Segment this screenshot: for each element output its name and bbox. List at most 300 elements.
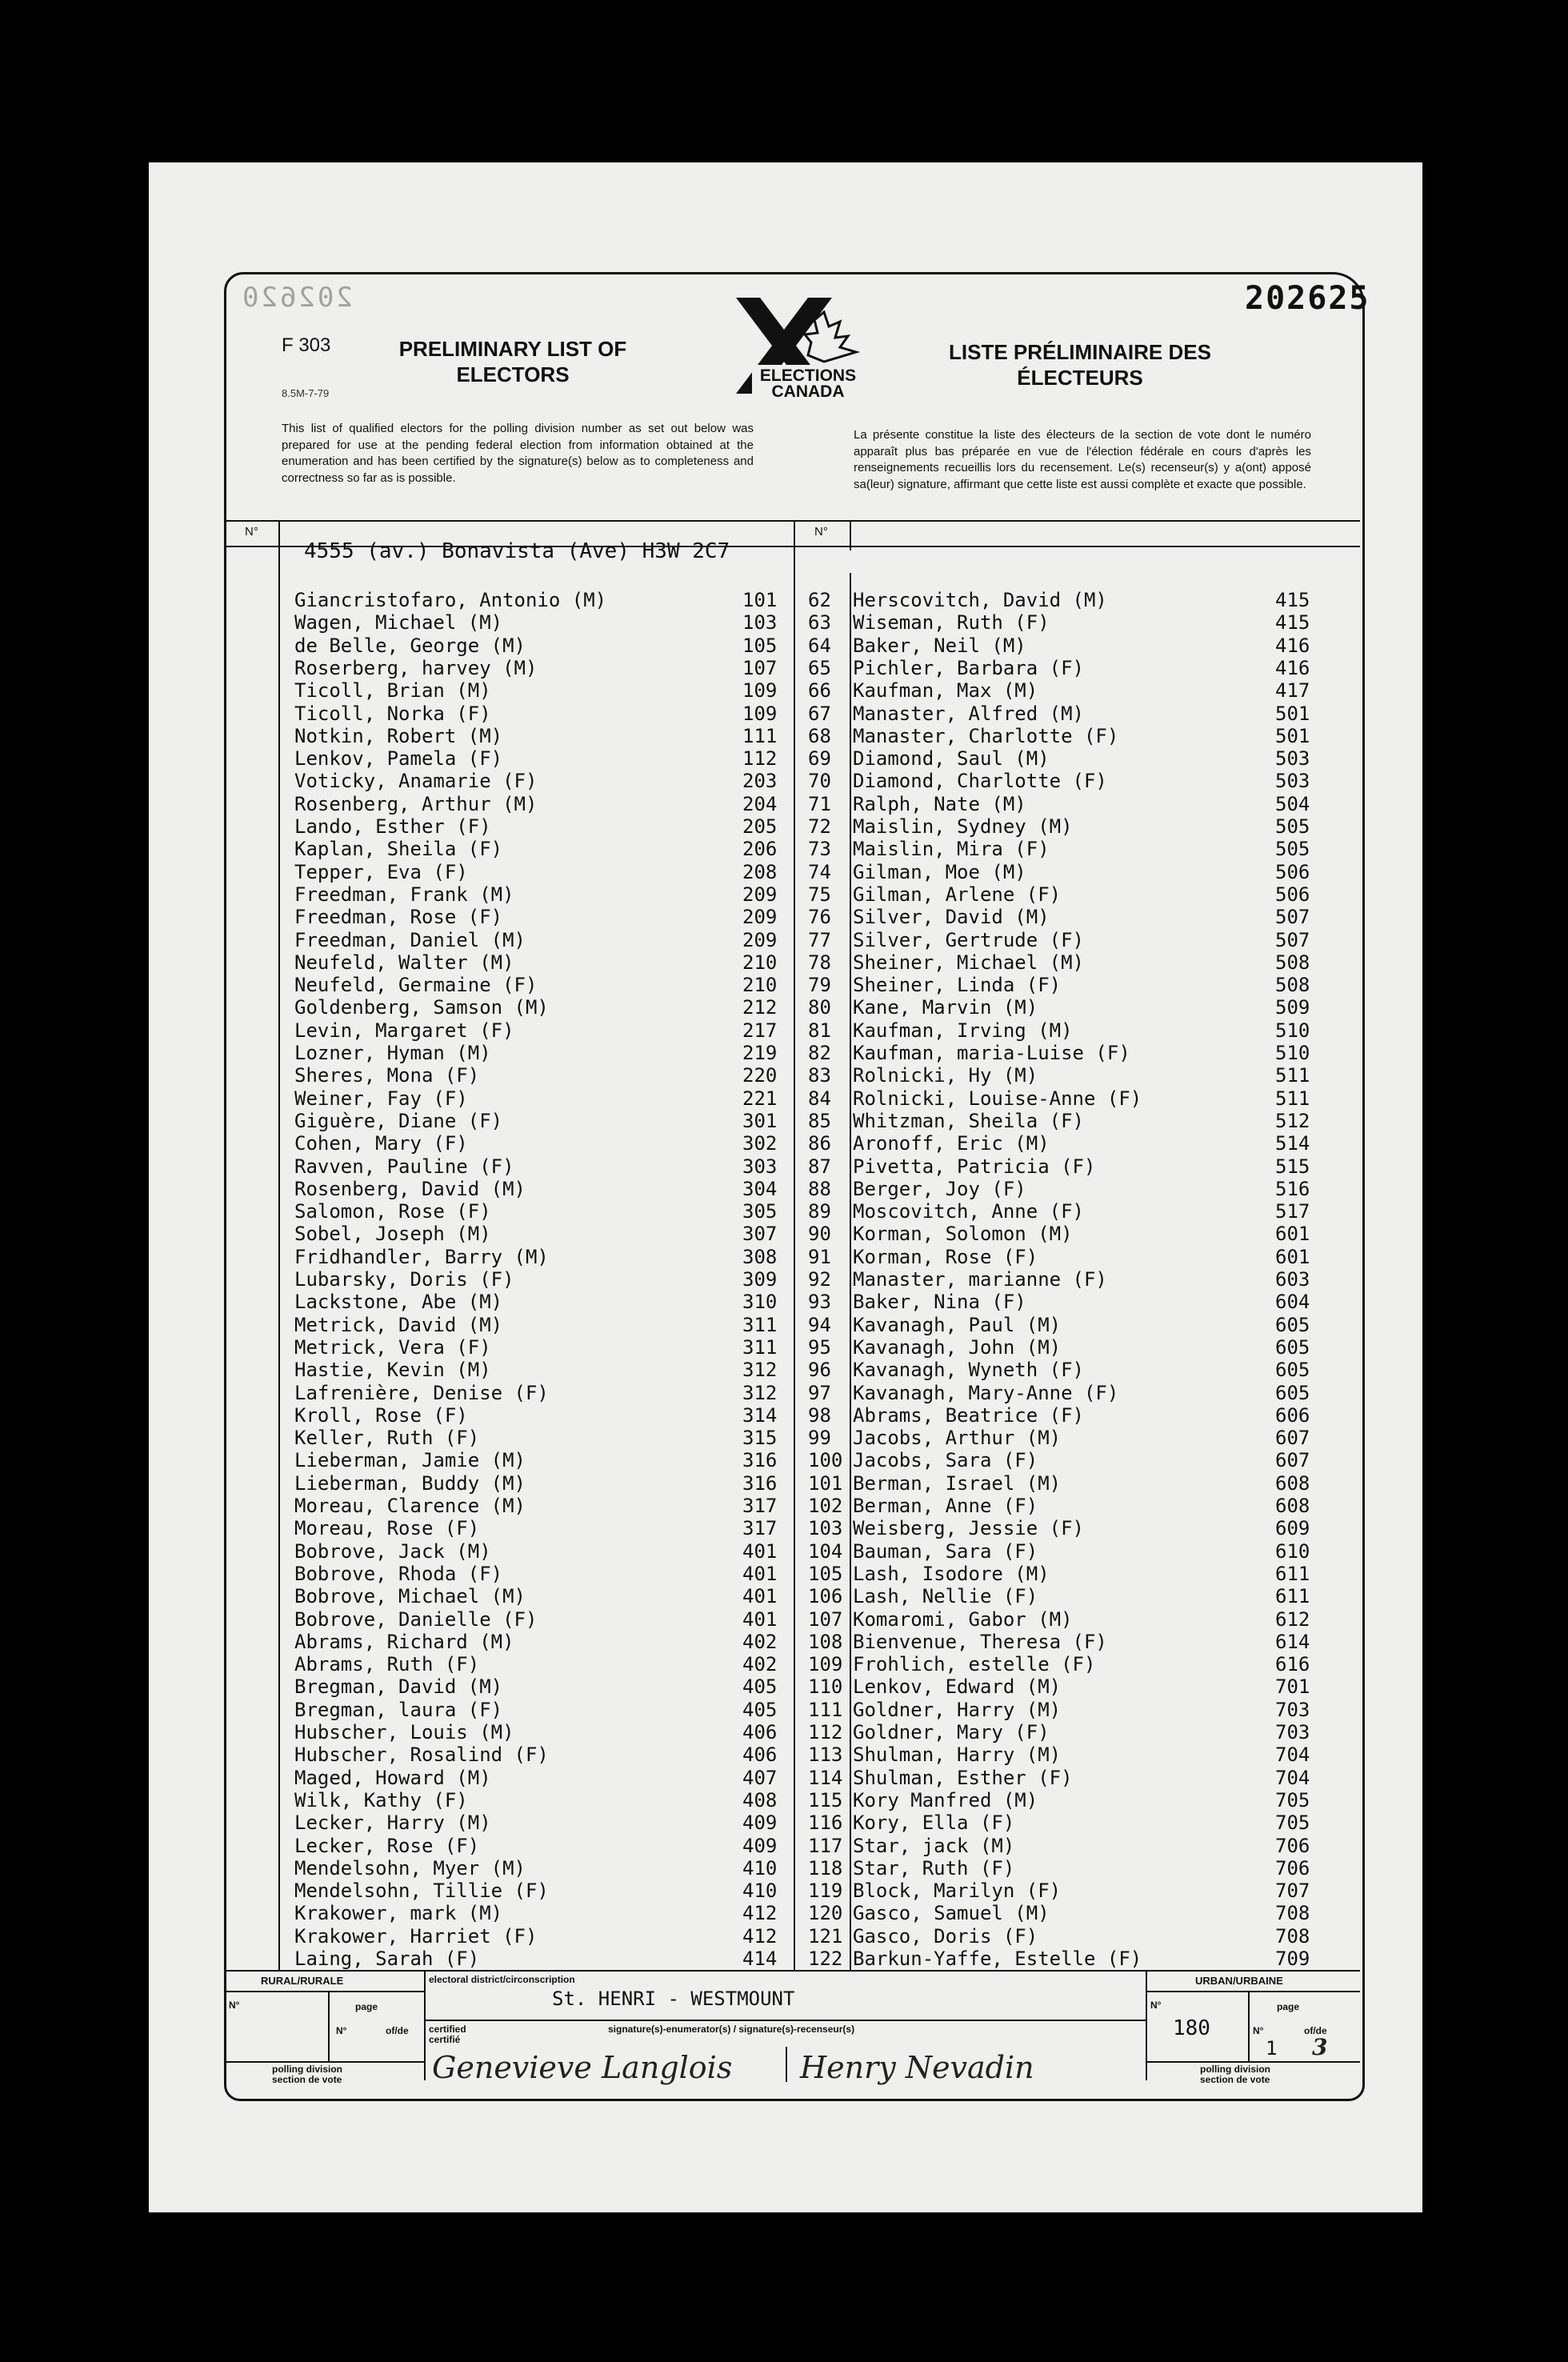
elector-apartment: 205	[742, 815, 778, 838]
elector-number: 110	[808, 1675, 843, 1699]
title-english: PRELIMINARY LIST OF ELECTORS	[398, 337, 627, 386]
elector-name: Whitzman, Sheila (F)	[853, 1109, 1084, 1132]
elector-number: 114	[808, 1766, 843, 1789]
elector-number: 84	[808, 1087, 831, 1110]
elector-name: Berman, Israel (M)	[853, 1471, 1062, 1495]
elector-name: Lash, Isodore (M)	[853, 1562, 1050, 1585]
page-number: 1	[1266, 2037, 1278, 2060]
elector-name: Silver, David (M)	[853, 906, 1050, 929]
elector-number: 103	[808, 1517, 843, 1540]
elector-apartment: 705	[1275, 1788, 1310, 1812]
elector-apartment: 703	[1275, 1698, 1310, 1721]
elector-apartment: 705	[1275, 1812, 1310, 1835]
footer-rural-bottom-line	[224, 2061, 424, 2063]
elector-name: Manaster, Charlotte (F)	[853, 724, 1119, 747]
elector-name: Hubscher, Louis (M)	[294, 1721, 514, 1743]
elector-name: Maislin, Mira (F)	[853, 838, 1050, 861]
elector-apartment: 210	[742, 974, 778, 997]
elector-number: 86	[808, 1132, 831, 1155]
elector-apartment: 706	[1275, 1834, 1310, 1857]
enumerator-signature-1: Genevieve Langlois	[432, 2050, 733, 2085]
footer-divider-urban	[1146, 1970, 1147, 2080]
elector-apartment: 304	[742, 1177, 778, 1200]
elector-name: Korman, Solomon (M)	[853, 1223, 1073, 1246]
elector-apartment: 506	[1275, 883, 1310, 906]
elector-name: Lenkov, Pamela (F)	[294, 747, 503, 771]
elector-name: Gasco, Doris (F)	[853, 1924, 1038, 1948]
elector-apartment: 410	[742, 1880, 778, 1903]
elector-apartment: 504	[1275, 792, 1310, 815]
elector-apartment: 305	[742, 1200, 778, 1223]
elections-canada-logo	[728, 290, 872, 402]
elector-name: Krakower, Harriet (F)	[294, 1924, 538, 1948]
elector-apartment: 709	[1275, 1948, 1310, 1970]
elector-name: Moreau, Clarence (M)	[294, 1495, 526, 1517]
elector-name: Abrams, Beatrice (F)	[853, 1403, 1084, 1427]
rural-label: RURAL/RURALE	[261, 1975, 344, 1987]
elector-name: Pivetta, Patricia (F)	[853, 1155, 1096, 1178]
elector-number: 116	[808, 1812, 843, 1835]
elector-name: Krakower, mark (M)	[294, 1902, 503, 1925]
elector-apartment: 503	[1275, 770, 1310, 793]
elector-apartment: 314	[742, 1403, 778, 1427]
elector-apartment: 109	[742, 702, 778, 725]
elector-number: 68	[808, 724, 831, 747]
elector-number: 118	[808, 1856, 843, 1880]
elector-apartment: 210	[742, 951, 778, 974]
elector-apartment: 605	[1275, 1313, 1310, 1336]
elector-number: 91	[808, 1245, 831, 1268]
elector-name: Lenkov, Edward (M)	[853, 1675, 1062, 1699]
elector-name: Ralph, Nate (M)	[853, 792, 1026, 815]
urban-polling-label-2: section de vote	[1200, 2074, 1270, 2085]
elector-apartment: 611	[1275, 1562, 1310, 1585]
elector-apartment: 315	[742, 1427, 778, 1450]
elector-apartment: 603	[1275, 1268, 1310, 1291]
elector-number: 69	[808, 747, 831, 771]
elector-name: Mendelsohn, Tillie (F)	[294, 1880, 549, 1903]
elector-number: 63	[808, 611, 831, 635]
elector-number: 90	[808, 1223, 831, 1246]
elector-apartment: 409	[742, 1834, 778, 1857]
elector-apartment: 708	[1275, 1902, 1310, 1925]
elector-apartment: 303	[742, 1155, 778, 1178]
elector-apartment: 409	[742, 1812, 778, 1835]
elector-name: Shulman, Esther (F)	[853, 1766, 1073, 1789]
elector-name: Maislin, Sydney (M)	[853, 815, 1073, 838]
elector-number: 119	[808, 1880, 843, 1903]
elector-apartment: 505	[1275, 838, 1310, 861]
elector-name: Goldner, Harry (M)	[853, 1698, 1062, 1721]
elector-number: 88	[808, 1177, 831, 1200]
elector-apartment: 101	[742, 589, 778, 611]
polling-division-number: 180	[1173, 2016, 1210, 2040]
elector-apartment: 406	[742, 1743, 778, 1767]
elector-apartment: 607	[1275, 1427, 1310, 1450]
elector-apartment: 217	[742, 1019, 778, 1042]
elector-name: Laing, Sarah (F)	[294, 1948, 480, 1970]
elector-apartment: 208	[742, 860, 778, 883]
elector-name: Wagen, Michael (M)	[294, 611, 503, 635]
footer-urban-bottom-line	[1146, 2061, 1360, 2063]
page-total: 3	[1312, 2034, 1328, 2060]
elector-name: de Belle, George (M)	[294, 634, 526, 657]
elector-name: Gilman, Moe (M)	[853, 860, 1026, 883]
elector-number: 115	[808, 1788, 843, 1812]
elector-apartment: 206	[742, 838, 778, 861]
elector-apartment: 508	[1275, 951, 1310, 974]
elector-apartment: 412	[742, 1924, 778, 1948]
urban-page-no-label: N°	[1253, 2025, 1264, 2036]
elector-number: 89	[808, 1200, 831, 1223]
elector-name: Korman, Rose (F)	[853, 1245, 1038, 1268]
elector-name: Goldenberg, Samson (M)	[294, 996, 549, 1019]
rural-no-label: N°	[229, 2000, 240, 2011]
elector-apartment: 410	[742, 1856, 778, 1880]
elector-number: 74	[808, 860, 831, 883]
elector-apartment: 406	[742, 1721, 778, 1743]
elector-name: Lafrenière, Denise (F)	[294, 1381, 549, 1404]
elector-apartment: 704	[1275, 1743, 1310, 1767]
elector-number: 83	[808, 1064, 831, 1087]
elector-number: 95	[808, 1335, 831, 1359]
elector-name: Manaster, Alfred (M)	[853, 702, 1084, 725]
elector-apartment: 706	[1275, 1856, 1310, 1880]
elector-apartment: 209	[742, 906, 778, 929]
intro-french: La présente constitue la liste des électeurs de la section de vote dont le numéro apparaît plus bas préparée en vue de l'élection fédérale en cours d'après les renseignements recueillis lors du recensement. Le(s) recenseur(s) y a(ont) apposé sa(leur) signature, affirmant que cette liste est aussi complète et exacte que possible.	[854, 428, 1311, 491]
elector-number: 104	[808, 1539, 843, 1563]
elector-name: Bienvenue, Theresa (F)	[853, 1630, 1107, 1653]
elector-name: Metrick, David (M)	[294, 1313, 503, 1336]
certified-label-fr: certifié	[429, 2034, 461, 2045]
elector-name: Sheres, Mona (F)	[294, 1064, 480, 1087]
elector-apartment: 605	[1275, 1381, 1310, 1404]
elector-name: Gasco, Samuel (M)	[853, 1902, 1050, 1925]
elector-apartment: 401	[742, 1585, 778, 1608]
elector-apartment: 707	[1275, 1880, 1310, 1903]
enumerator-signature-2: Henry Nevadin	[800, 2050, 1034, 2085]
elector-name: Abrams, Richard (M)	[294, 1630, 514, 1653]
elector-apartment: 415	[1275, 611, 1310, 635]
elector-name: Rosenberg, Arthur (M)	[294, 792, 538, 815]
elector-apartment: 516	[1275, 1177, 1310, 1200]
elector-name: Pichler, Barbara (F)	[853, 656, 1084, 679]
elector-name: Diamond, Charlotte (F)	[853, 770, 1107, 793]
elector-name: Roserberg, harvey (M)	[294, 656, 538, 679]
elector-number: 92	[808, 1268, 831, 1291]
elector-name: Giguère, Diane (F)	[294, 1109, 503, 1132]
elector-apartment: 307	[742, 1223, 778, 1246]
elector-apartment: 416	[1275, 634, 1310, 657]
elector-name: Ravven, Pauline (F)	[294, 1155, 514, 1178]
elector-name: Rolnicki, Hy (M)	[853, 1064, 1038, 1087]
elector-name: Voticky, Anamarie (F)	[294, 770, 538, 793]
column-header-no-right: N°	[814, 525, 828, 538]
elector-number: 99	[808, 1427, 831, 1450]
elector-name: Kane, Marvin (M)	[853, 996, 1038, 1019]
elector-apartment: 402	[742, 1653, 778, 1676]
elector-number: 102	[808, 1495, 843, 1517]
elector-apartment: 703	[1275, 1721, 1310, 1743]
elector-name: Notkin, Robert (M)	[294, 724, 503, 747]
elector-number: 120	[808, 1902, 843, 1925]
elector-number: 79	[808, 974, 831, 997]
elector-apartment: 507	[1275, 906, 1310, 929]
elector-name: Berman, Anne (F)	[853, 1495, 1038, 1517]
elector-apartment: 405	[742, 1675, 778, 1699]
elector-name: Sobel, Joseph (M)	[294, 1223, 491, 1246]
elector-name: Frohlich, estelle (F)	[853, 1653, 1096, 1676]
elector-name: Kory Manfred (M)	[853, 1788, 1038, 1812]
elector-name: Aronoff, Eric (M)	[853, 1132, 1050, 1155]
elector-apartment: 312	[742, 1359, 778, 1382]
elector-apartment: 401	[742, 1539, 778, 1563]
elector-name: Keller, Ruth (F)	[294, 1427, 480, 1450]
elector-number: 71	[808, 792, 831, 815]
elector-name: Giancristofaro, Antonio (M)	[294, 589, 607, 611]
elector-number: 66	[808, 679, 831, 703]
form-print-code: 8.5M-7-79	[282, 387, 330, 399]
elector-name: Diamond, Saul (M)	[853, 747, 1050, 771]
elector-apartment: 310	[742, 1291, 778, 1314]
elector-name: Kroll, Rose (F)	[294, 1403, 468, 1427]
elector-name: Kavanagh, Paul (M)	[853, 1313, 1062, 1336]
elector-name: Freedman, Rose (F)	[294, 906, 503, 929]
elector-name: Kavanagh, Wyneth (F)	[853, 1359, 1084, 1382]
elector-name: Tepper, Eva (F)	[294, 860, 468, 883]
elector-name: Goldner, Mary (F)	[853, 1721, 1050, 1743]
elector-apartment: 111	[742, 724, 778, 747]
elector-apartment: 511	[1275, 1087, 1310, 1110]
elector-number: 64	[808, 634, 831, 657]
elector-apartment: 610	[1275, 1539, 1310, 1563]
elector-name: Kory, Ella (F)	[853, 1812, 1015, 1835]
elector-apartment: 415	[1275, 589, 1310, 611]
elector-number: 81	[808, 1019, 831, 1042]
rural-page-no-label: N°	[336, 2025, 347, 2036]
footer-urban-label-line	[1146, 1991, 1360, 1992]
elector-name: Salomon, Rose (F)	[294, 1200, 491, 1223]
elector-apartment: 508	[1275, 974, 1310, 997]
elector-number: 85	[808, 1109, 831, 1132]
elector-apartment: 112	[742, 747, 778, 771]
elector-number: 112	[808, 1721, 843, 1743]
elector-number: 94	[808, 1313, 831, 1336]
elector-apartment: 614	[1275, 1630, 1310, 1653]
elector-apartment: 402	[742, 1630, 778, 1653]
elector-name: Weiner, Fay (F)	[294, 1087, 468, 1110]
elector-apartment: 512	[1275, 1109, 1310, 1132]
elector-apartment: 608	[1275, 1471, 1310, 1495]
elector-name: Jacobs, Arthur (M)	[853, 1427, 1062, 1450]
rural-page-label: page	[355, 2001, 378, 2012]
elector-apartment: 514	[1275, 1132, 1310, 1155]
elector-name: Lash, Nellie (F)	[853, 1585, 1038, 1608]
divider-right-number-column	[850, 520, 851, 550]
elector-name: Gilman, Arlene (F)	[853, 883, 1062, 906]
divider-left-number-column	[278, 520, 280, 1970]
elector-apartment: 405	[742, 1698, 778, 1721]
elector-apartment: 312	[742, 1381, 778, 1404]
elector-number: 80	[808, 996, 831, 1019]
elector-name: Fridhandler, Barry (M)	[294, 1245, 549, 1268]
elector-number: 96	[808, 1359, 831, 1382]
elector-number: 106	[808, 1585, 843, 1608]
elector-name: Lecker, Harry (M)	[294, 1812, 491, 1835]
elector-apartment: 301	[742, 1109, 778, 1132]
urban-page-of-label: of/de	[1304, 2025, 1327, 2036]
elector-apartment: 316	[742, 1471, 778, 1495]
elector-apartment: 607	[1275, 1449, 1310, 1472]
elector-number: 93	[808, 1291, 831, 1314]
elector-name: Wilk, Kathy (F)	[294, 1788, 468, 1812]
certified-label-en: certified	[429, 2024, 466, 2035]
elector-apartment: 501	[1275, 724, 1310, 747]
street-address: 4555 (av.) Bonavista (Ave) H3W 2C7	[304, 539, 730, 563]
urban-no-label: N°	[1150, 2000, 1162, 2011]
divider-center-column	[794, 520, 795, 1970]
elector-number: 77	[808, 928, 831, 951]
elector-apartment: 221	[742, 1087, 778, 1110]
elector-name: Moreau, Rose (F)	[294, 1517, 480, 1540]
elector-name: Hubscher, Rosalind (F)	[294, 1743, 549, 1767]
elector-apartment: 311	[742, 1335, 778, 1359]
elector-name: Kavanagh, Mary-Anne (F)	[853, 1381, 1119, 1404]
elector-number: 107	[808, 1607, 843, 1631]
elector-apartment: 605	[1275, 1359, 1310, 1382]
signature-separator	[786, 2047, 787, 2082]
elector-name: Ticoll, Brian (M)	[294, 679, 491, 703]
elector-number: 76	[808, 906, 831, 929]
elector-apartment: 510	[1275, 1019, 1310, 1042]
elector-name: Baker, Neil (M)	[853, 634, 1026, 657]
electoral-district: St. HENRI - WESTMOUNT	[552, 1988, 795, 2010]
elector-number: 82	[808, 1042, 831, 1064]
elector-name: Bregman, David (M)	[294, 1675, 503, 1699]
elector-apartment: 105	[742, 634, 778, 657]
elector-apartment: 412	[742, 1902, 778, 1925]
elector-number: 87	[808, 1155, 831, 1178]
elector-apartment: 302	[742, 1132, 778, 1155]
footer-rural-label-line	[224, 1991, 424, 1992]
elector-apartment: 608	[1275, 1495, 1310, 1517]
elector-apartment: 416	[1275, 656, 1310, 679]
elector-apartment: 507	[1275, 928, 1310, 951]
district-label: electoral district/circonscription	[429, 1974, 575, 1985]
elector-apartment: 408	[742, 1788, 778, 1812]
serial-number: 202625	[1245, 280, 1370, 317]
elector-number: 75	[808, 883, 831, 906]
footer-rural-page-divider	[328, 1991, 330, 2061]
elector-name: Metrick, Vera (F)	[294, 1335, 491, 1359]
signature-label: signature(s)-enumerator(s) / signature(s)-recenseur(s)	[608, 2024, 855, 2035]
elector-name: Moscovitch, Anne (F)	[853, 1200, 1084, 1223]
elector-name: Bregman, laura (F)	[294, 1698, 503, 1721]
elector-number: 117	[808, 1834, 843, 1857]
elector-apartment: 107	[742, 656, 778, 679]
urban-label: URBAN/URBAINE	[1195, 1975, 1283, 1987]
elector-number: 98	[808, 1403, 831, 1427]
elector-apartment: 204	[742, 792, 778, 815]
elector-number: 62	[808, 589, 831, 611]
elector-name: Lecker, Rose (F)	[294, 1834, 480, 1857]
elector-name: Abrams, Ruth (F)	[294, 1653, 480, 1676]
elector-apartment: 605	[1275, 1335, 1310, 1359]
elector-name: Ticoll, Norka (F)	[294, 702, 491, 725]
elector-name: Barkun-Yaffe, Estelle (F)	[853, 1948, 1142, 1970]
elector-name: Komaromi, Gabor (M)	[853, 1607, 1073, 1631]
elector-name: Jacobs, Sara (F)	[853, 1449, 1038, 1472]
elector-apartment: 401	[742, 1562, 778, 1585]
elector-name: Neufeld, Germaine (F)	[294, 974, 538, 997]
elector-name: Herscovitch, David (M)	[853, 589, 1107, 611]
elector-name: Star, Ruth (F)	[853, 1856, 1015, 1880]
elector-apartment: 407	[742, 1766, 778, 1789]
elector-apartment: 311	[742, 1313, 778, 1336]
elector-apartment: 515	[1275, 1155, 1310, 1178]
elector-apartment: 708	[1275, 1924, 1310, 1948]
elector-apartment: 506	[1275, 860, 1310, 883]
elector-apartment: 203	[742, 770, 778, 793]
footer-certified-line	[424, 2020, 1146, 2021]
elector-name: Shulman, Harry (M)	[853, 1743, 1062, 1767]
elector-apartment: 209	[742, 883, 778, 906]
elector-name: Baker, Nina (F)	[853, 1291, 1026, 1314]
elector-apartment: 308	[742, 1245, 778, 1268]
elector-name: Lieberman, Buddy (M)	[294, 1471, 526, 1495]
elector-name: Kaufman, maria-Luise (F)	[853, 1042, 1130, 1064]
elector-apartment: 219	[742, 1042, 778, 1064]
elector-name: Lozner, Hyman (M)	[294, 1042, 491, 1064]
elector-name: Bobrove, Michael (M)	[294, 1585, 526, 1608]
form-number: F 303	[282, 334, 331, 356]
logo-text-elections: ELECTIONS	[759, 366, 857, 385]
elector-name: Bobrove, Rhoda (F)	[294, 1562, 503, 1585]
elector-name: Rosenberg, David (M)	[294, 1177, 526, 1200]
footer-top-border	[224, 1970, 1360, 1972]
elector-name: Block, Marilyn (F)	[853, 1880, 1062, 1903]
elector-name: Kaufman, Max (M)	[853, 679, 1038, 703]
elector-name: Sheiner, Michael (M)	[853, 951, 1084, 974]
elector-name: Lieberman, Jamie (M)	[294, 1449, 526, 1472]
elector-number: 72	[808, 815, 831, 838]
elector-number: 105	[808, 1562, 843, 1585]
elector-name: Cohen, Mary (F)	[294, 1132, 468, 1155]
elector-name: Sheiner, Linda (F)	[853, 974, 1062, 997]
footer-divider-rural	[424, 1970, 426, 2080]
elector-name: Hastie, Kevin (M)	[294, 1359, 491, 1382]
elector-apartment: 401	[742, 1607, 778, 1631]
elector-number: 97	[808, 1381, 831, 1404]
elector-number: 108	[808, 1630, 843, 1653]
elector-name: Manaster, marianne (F)	[853, 1268, 1107, 1291]
elector-name: Lubarsky, Doris (F)	[294, 1268, 514, 1291]
elector-apartment: 109	[742, 679, 778, 703]
elector-name: Kavanagh, John (M)	[853, 1335, 1062, 1359]
elector-apartment: 501	[1275, 702, 1310, 725]
elector-name: Berger, Joy (F)	[853, 1177, 1026, 1200]
elector-name: Bauman, Sara (F)	[853, 1539, 1038, 1563]
elector-apartment: 317	[742, 1517, 778, 1540]
elector-name: Rolnicki, Louise-Anne (F)	[853, 1087, 1142, 1110]
elector-apartment: 316	[742, 1449, 778, 1472]
elector-apartment: 103	[742, 611, 778, 635]
elector-number: 121	[808, 1924, 843, 1948]
title-french: LISTE PRÉLIMINAIRE DES ÉLECTEURS	[949, 340, 1211, 390]
divider-header-top	[224, 520, 1360, 522]
elector-apartment: 511	[1275, 1064, 1310, 1087]
divider-right-number-column-lower	[850, 573, 851, 1970]
